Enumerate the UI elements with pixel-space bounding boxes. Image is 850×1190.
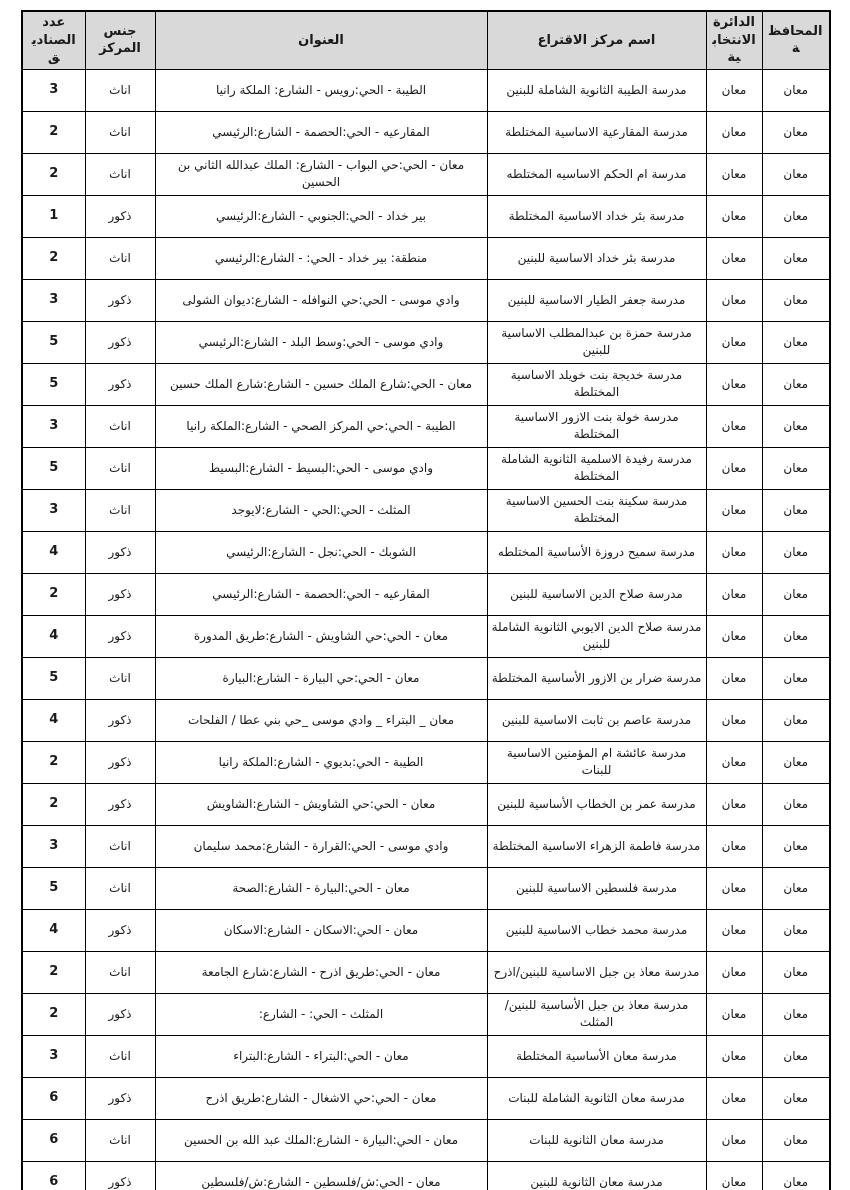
table-body [22, 69, 830, 1190]
center-name-cell: مدرسة حمزة بن عبدالمطلب الاساسية للبنين [487, 321, 706, 363]
district-cell: معان [706, 1035, 762, 1077]
district-cell: معان [706, 909, 762, 951]
gender-cell: ذكور [85, 321, 155, 363]
gender-cell: ذكور [85, 531, 155, 573]
gender-cell: ذكور [85, 615, 155, 657]
box-count-cell: 6 [22, 1161, 85, 1190]
district-cell: معان [706, 783, 762, 825]
center-name-cell: مدرسة صلاح الدين الاساسية للبنين [487, 573, 706, 615]
box-count-cell: 2 [22, 111, 85, 153]
address-cell: معان - الحي:حي الشاويش - الشارع:الشاويش [155, 783, 487, 825]
box-count-cell: 5 [22, 867, 85, 909]
header-governorate: المحافظة [762, 11, 830, 69]
center-name-cell: مدرسة خولة بنت الازور الاساسية المختلطة [487, 405, 706, 447]
district-cell: معان [706, 279, 762, 321]
header-district: الدائرة الانتخابية [706, 11, 762, 69]
address-cell: معان - الحي:شارع الملك حسين - الشارع:شارع الملك حسين [155, 363, 487, 405]
polling-centers-table [21, 10, 831, 1190]
gender-cell: ذكور [85, 279, 155, 321]
center-name-cell: مدرسة معاذ بن جبل الأساسية للبنين/المثلث [487, 993, 706, 1035]
district-cell: معان [706, 405, 762, 447]
gender-cell: اناث [85, 153, 155, 195]
address-cell: معان - الحي:الاسكان - الشارع:الاسكان [155, 909, 487, 951]
gender-cell: اناث [85, 867, 155, 909]
address-cell: معان - الحي:حي الشاويش - الشارع:طريق المدورة [155, 615, 487, 657]
table-row [22, 237, 830, 279]
district-cell: معان [706, 741, 762, 783]
address-cell: الشوبك - الحي:نجل - الشارع:الرئيسي [155, 531, 487, 573]
center-name-cell: مدرسة معان الثانوية للبنين [487, 1161, 706, 1190]
governorate-cell: معان [762, 867, 830, 909]
box-count-cell: 2 [22, 783, 85, 825]
address-cell: وادي موسى - الحي:القرارة - الشارع:محمد سليمان [155, 825, 487, 867]
district-cell: معان [706, 1077, 762, 1119]
table-row [22, 615, 830, 657]
box-count-cell: 3 [22, 825, 85, 867]
address-cell: معان _ البتراء _ وادي موسى _حي بني عطا / الفلحات [155, 699, 487, 741]
gender-cell: اناث [85, 1035, 155, 1077]
governorate-cell: معان [762, 825, 830, 867]
gender-cell: ذكور [85, 699, 155, 741]
center-name-cell: مدرسة عمر بن الخطاب الأساسية للبنين [487, 783, 706, 825]
center-name-cell: مدرسة ام الحكم الاساسيه المختلطه [487, 153, 706, 195]
table-row [22, 489, 830, 531]
center-name-cell: مدرسة عائشة ام المؤمنين الاساسية للبنات [487, 741, 706, 783]
district-cell: معان [706, 825, 762, 867]
gender-cell: ذكور [85, 573, 155, 615]
box-count-cell: 3 [22, 1035, 85, 1077]
box-count-cell: 4 [22, 909, 85, 951]
gender-cell: ذكور [85, 195, 155, 237]
center-name-cell: مدرسة بئر خداد الاساسية للبنين [487, 237, 706, 279]
gender-cell: ذكور [85, 783, 155, 825]
governorate-cell: معان [762, 1035, 830, 1077]
address-cell: بير خداد - الحي:الجنوبي - الشارع:الرئيسي [155, 195, 487, 237]
governorate-cell: معان [762, 615, 830, 657]
governorate-cell: معان [762, 741, 830, 783]
gender-cell: اناث [85, 447, 155, 489]
gender-cell: ذكور [85, 909, 155, 951]
address-cell: معان - الحي:حي البواب - الشارع: الملك عبدالله الثاني بن الحسين [155, 153, 487, 195]
governorate-cell: معان [762, 573, 830, 615]
address-cell: المثلث - الحي:الحي - الشارع:لايوجد [155, 489, 487, 531]
center-name-cell: مدرسة محمد خطاب الاساسية للبنين [487, 909, 706, 951]
box-count-cell: 5 [22, 447, 85, 489]
address-cell: وادي موسى - الحي:وسط البلد - الشارع:الرئيسي [155, 321, 487, 363]
governorate-cell: معان [762, 783, 830, 825]
governorate-cell: معان [762, 321, 830, 363]
district-cell: معان [706, 363, 762, 405]
address-cell: منطقة: بير خداد - الحي: - الشارع:الرئيسي [155, 237, 487, 279]
table-row [22, 783, 830, 825]
box-count-cell: 3 [22, 405, 85, 447]
governorate-cell: معان [762, 1077, 830, 1119]
box-count-cell: 6 [22, 1077, 85, 1119]
address-cell: معان - الحي:البتراء - الشارع:البتراء [155, 1035, 487, 1077]
address-cell: معان - الحي:البيارة - الشارع:الملك عبد الله بن الحسين [155, 1119, 487, 1161]
gender-cell: اناث [85, 237, 155, 279]
header-box-count: عدد الصناديق [22, 11, 85, 69]
gender-cell: اناث [85, 657, 155, 699]
box-count-cell: 3 [22, 279, 85, 321]
table-row [22, 405, 830, 447]
address-cell: معان - الحي:ش/فلسطين - الشارع:ش/فلسطين [155, 1161, 487, 1190]
box-count-cell: 1 [22, 195, 85, 237]
gender-cell: اناث [85, 951, 155, 993]
district-cell: معان [706, 1161, 762, 1190]
header-center-name: اسم مركز الاقتراع [487, 11, 706, 69]
table-row [22, 867, 830, 909]
gender-cell: ذكور [85, 1077, 155, 1119]
center-name-cell: مدرسة الطيبة الثانوية الشاملة للبنين [487, 69, 706, 111]
table-row [22, 741, 830, 783]
center-name-cell: مدرسة فاطمة الزهراء الاساسية المختلطة [487, 825, 706, 867]
district-cell: معان [706, 321, 762, 363]
table-row [22, 573, 830, 615]
box-count-cell: 5 [22, 363, 85, 405]
address-cell: معان - الحي:حي البيارة - الشارع:البيارة [155, 657, 487, 699]
address-cell: المقارعيه - الحي:الحصمة - الشارع:الرئيسي [155, 573, 487, 615]
center-name-cell: مدرسة خديجة بنت خويلد الاساسية المختلطة [487, 363, 706, 405]
box-count-cell: 5 [22, 321, 85, 363]
box-count-cell: 4 [22, 615, 85, 657]
address-cell: معان - الحي:حي الاشغال - الشارع:طريق اذرح [155, 1077, 487, 1119]
governorate-cell: معان [762, 363, 830, 405]
table-row [22, 699, 830, 741]
district-cell: معان [706, 111, 762, 153]
table-row [22, 1035, 830, 1077]
table-row [22, 195, 830, 237]
table-row [22, 825, 830, 867]
center-name-cell: مدرسة عاصم بن ثابت الاساسية للبنين [487, 699, 706, 741]
gender-cell: اناث [85, 489, 155, 531]
box-count-cell: 2 [22, 153, 85, 195]
governorate-cell: معان [762, 405, 830, 447]
gender-cell: اناث [85, 69, 155, 111]
governorate-cell: معان [762, 699, 830, 741]
governorate-cell: معان [762, 111, 830, 153]
governorate-cell: معان [762, 195, 830, 237]
table-row [22, 321, 830, 363]
table-row [22, 153, 830, 195]
center-name-cell: مدرسة معان الثانوية للبنات [487, 1119, 706, 1161]
header-gender: جنس المركز [85, 11, 155, 69]
gender-cell: اناث [85, 825, 155, 867]
table-row [22, 1077, 830, 1119]
address-cell: المقارعيه - الحي:الحصمة - الشارع:الرئيسي [155, 111, 487, 153]
box-count-cell: 2 [22, 573, 85, 615]
governorate-cell: معان [762, 153, 830, 195]
gender-cell: اناث [85, 111, 155, 153]
center-name-cell: مدرسة صلاح الدين الايوبي الثانوية الشاملة للبنين [487, 615, 706, 657]
address-cell: المثلث - الحي: - الشارع: [155, 993, 487, 1035]
address-cell: معان - الحي:طريق اذرح - الشارع:شارع الجامعة [155, 951, 487, 993]
district-cell: معان [706, 573, 762, 615]
district-cell: معان [706, 69, 762, 111]
district-cell: معان [706, 153, 762, 195]
governorate-cell: معان [762, 489, 830, 531]
header-row [22, 11, 830, 69]
table-row [22, 951, 830, 993]
governorate-cell: معان [762, 279, 830, 321]
box-count-cell: 6 [22, 1119, 85, 1161]
center-name-cell: مدرسة فلسطين الاساسية للبنين [487, 867, 706, 909]
table-row [22, 993, 830, 1035]
gender-cell: اناث [85, 1119, 155, 1161]
center-name-cell: مدرسة المقارعية الاساسية المختلطة [487, 111, 706, 153]
center-name-cell: مدرسة معان الثانوية الشاملة للبنات [487, 1077, 706, 1119]
table-row [22, 279, 830, 321]
district-cell: معان [706, 1119, 762, 1161]
governorate-cell: معان [762, 657, 830, 699]
district-cell: معان [706, 699, 762, 741]
gender-cell: ذكور [85, 363, 155, 405]
district-cell: معان [706, 993, 762, 1035]
center-name-cell: مدرسة معاذ بن جبل الاساسية للبنين/اذرح [487, 951, 706, 993]
center-name-cell: مدرسة جعفر الطيار الاساسية للبنين [487, 279, 706, 321]
district-cell: معان [706, 615, 762, 657]
governorate-cell: معان [762, 1161, 830, 1190]
gender-cell: ذكور [85, 1161, 155, 1190]
district-cell: معان [706, 867, 762, 909]
district-cell: معان [706, 657, 762, 699]
center-name-cell: مدرسة ضرار بن الازور الأساسية المختلطة [487, 657, 706, 699]
table-row [22, 69, 830, 111]
center-name-cell: مدرسة بئر خداد الاساسية المختلطة [487, 195, 706, 237]
governorate-cell: معان [762, 237, 830, 279]
gender-cell: ذكور [85, 993, 155, 1035]
box-count-cell: 3 [22, 69, 85, 111]
governorate-cell: معان [762, 531, 830, 573]
header-address: العنوان [155, 11, 487, 69]
box-count-cell: 2 [22, 951, 85, 993]
address-cell: الطيبة - الحي:رويس - الشارع: الملكة رانيا [155, 69, 487, 111]
district-cell: معان [706, 195, 762, 237]
table-row [22, 1161, 830, 1190]
governorate-cell: معان [762, 1119, 830, 1161]
box-count-cell: 4 [22, 531, 85, 573]
table-row [22, 363, 830, 405]
address-cell: وادي موسى - الحي:حي النوافله - الشارع:ديوان الشولى [155, 279, 487, 321]
governorate-cell: معان [762, 909, 830, 951]
address-cell: الطيبة - الحي:حي المركز الصحي - الشارع:الملكة رانيا [155, 405, 487, 447]
center-name-cell: مدرسة معان الأساسية المختلطة [487, 1035, 706, 1077]
address-cell: معان - الحي:البيارة - الشارع:الصحة [155, 867, 487, 909]
gender-cell: ذكور [85, 741, 155, 783]
box-count-cell: 2 [22, 993, 85, 1035]
governorate-cell: معان [762, 447, 830, 489]
district-cell: معان [706, 237, 762, 279]
table-row [22, 447, 830, 489]
gender-cell: اناث [85, 405, 155, 447]
table-row [22, 909, 830, 951]
table-header [22, 11, 830, 69]
table-row [22, 531, 830, 573]
table-row [22, 657, 830, 699]
district-cell: معان [706, 447, 762, 489]
table-row [22, 1119, 830, 1161]
district-cell: معان [706, 951, 762, 993]
table-row [22, 111, 830, 153]
center-name-cell: مدرسة سكينة بنت الحسين الاساسية المختلطة [487, 489, 706, 531]
governorate-cell: معان [762, 951, 830, 993]
box-count-cell: 4 [22, 699, 85, 741]
box-count-cell: 5 [22, 657, 85, 699]
box-count-cell: 3 [22, 489, 85, 531]
box-count-cell: 2 [22, 237, 85, 279]
address-cell: الطيبة - الحي:بديوي - الشارع:الملكة رانيا [155, 741, 487, 783]
governorate-cell: معان [762, 993, 830, 1035]
center-name-cell: مدرسة سميح دروزة الأساسية المختلطه [487, 531, 706, 573]
box-count-cell: 2 [22, 741, 85, 783]
center-name-cell: مدرسة رفيدة الاسلمية الثانوية الشاملة المختلطة [487, 447, 706, 489]
district-cell: معان [706, 489, 762, 531]
district-cell: معان [706, 531, 762, 573]
governorate-cell: معان [762, 69, 830, 111]
address-cell: وادي موسى - الحي:البسيط - الشارع:البسيط [155, 447, 487, 489]
